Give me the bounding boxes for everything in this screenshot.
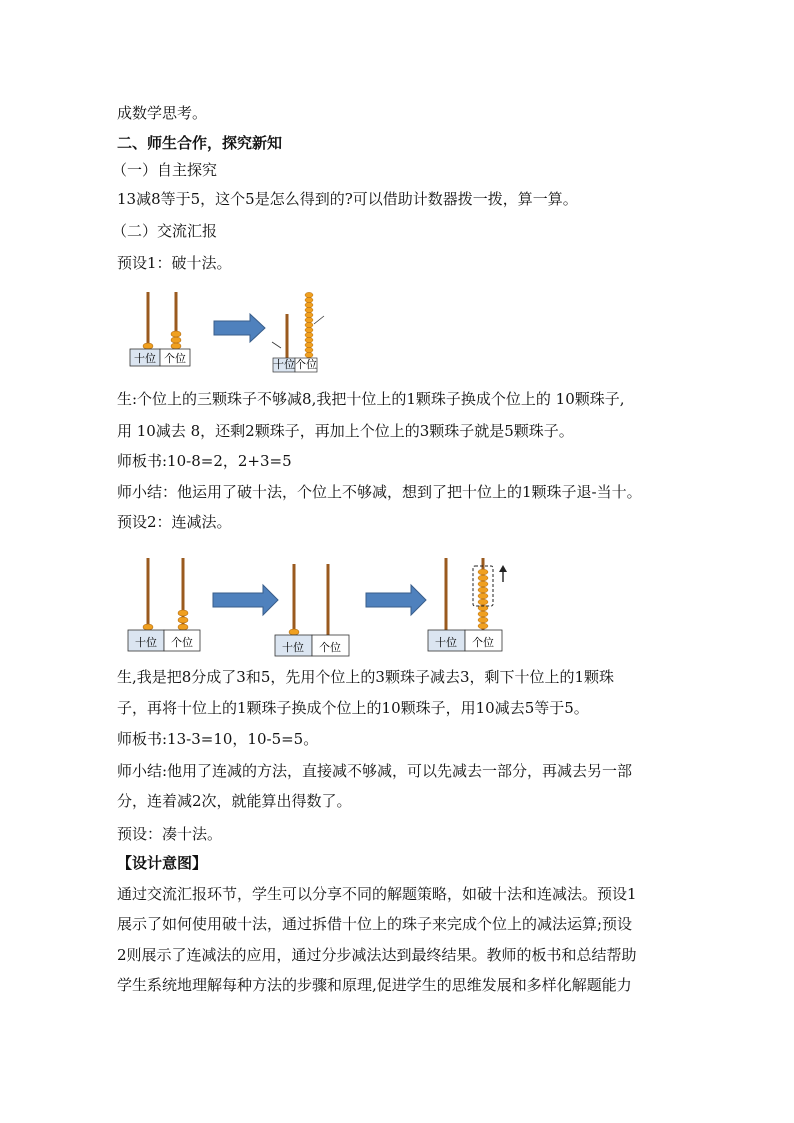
tens-label: 十位 bbox=[282, 641, 304, 654]
text-line: 用 10减去 8，还剩2颗珠子，再加上个位上的3颗珠子就是5颗珠子。 bbox=[117, 422, 574, 440]
text-line: 师板书:10-8=2，2+3=5 bbox=[117, 452, 292, 470]
text-line: 通过交流汇报环节，学生可以分享不同的解题策略，如破十法和连减法。预设1 bbox=[117, 885, 637, 903]
section-heading: 【设计意图】 bbox=[117, 854, 208, 872]
ones-label: 个位 bbox=[472, 636, 494, 649]
text-line: 师板书:13-3=10，10-5=5。 bbox=[117, 730, 319, 748]
ones-label: 个位 bbox=[171, 636, 193, 649]
tens-label: 十位 bbox=[273, 358, 295, 371]
abacus-figure-2 bbox=[0, 552, 794, 657]
text-line: 2则展示了连减法的应用，通过分步减法达到最终结果。教师的板书和总结帮助 bbox=[117, 946, 637, 964]
subsection-heading: （二）交流汇报 bbox=[112, 222, 218, 240]
text-line: 分，连着减2次，就能算出得数了。 bbox=[117, 792, 352, 810]
text-line: 学生系统地理解每种方法的步骤和原理,促进学生的思维发展和多样化解题能力 bbox=[117, 976, 632, 994]
tens-label: 十位 bbox=[135, 636, 157, 649]
tens-label: 十位 bbox=[435, 636, 457, 649]
section-heading: 二、师生合作，探究新知 bbox=[117, 134, 283, 152]
text-line: 成数学思考。 bbox=[117, 104, 208, 122]
bead bbox=[171, 343, 181, 349]
ones-label: 个位 bbox=[164, 352, 186, 365]
arrow-icon bbox=[366, 585, 426, 615]
ones-label: 个位 bbox=[295, 358, 317, 371]
text-line: 师小结：他运用了破十法，个位上不够减，想到了把十位上的1颗珠子退-当十。 bbox=[117, 483, 642, 501]
subsection-heading: （一）自主探究 bbox=[112, 161, 218, 179]
text-line: 预设2：连减法。 bbox=[117, 513, 232, 531]
text-line: 预设：凑十法。 bbox=[117, 825, 223, 843]
bead bbox=[171, 337, 181, 343]
bead bbox=[143, 343, 153, 349]
arrow-icon bbox=[214, 314, 265, 342]
text-line: 预设1：破十法。 bbox=[117, 254, 232, 272]
abacus-figure-1 bbox=[0, 288, 794, 378]
text-line: 师小结:他用了连减的方法，直接减不够减，可以先减去一部分，再减去另一部 bbox=[117, 762, 633, 780]
text-line: 生,我是把8分成了3和5，先用个位上的3颗珠子减去3，剩下十位上的1颗珠 bbox=[117, 668, 615, 686]
bead bbox=[171, 331, 181, 337]
tens-label: 十位 bbox=[134, 352, 156, 365]
text-line: 13减8等于5，这个5是怎么得到的?可以借助计数器拨一拨，算一算。 bbox=[117, 190, 578, 208]
bead-stack bbox=[478, 569, 488, 629]
arrow-icon bbox=[213, 585, 278, 615]
bead-stack bbox=[305, 292, 313, 357]
text-line: 子，再将十位上的1颗珠子换成个位上的10颗珠子，用10减去5等于5。 bbox=[117, 699, 589, 717]
ones-label: 个位 bbox=[319, 641, 341, 654]
text-line: 展示了如何使用破十法，通过拆借十位上的珠子来完成个位上的减法运算;预设 bbox=[117, 915, 633, 933]
text-line: 生:个位上的三颗珠子不够减8,我把十位上的1颗珠子换成个位上的 10颗珠子, bbox=[117, 390, 625, 408]
